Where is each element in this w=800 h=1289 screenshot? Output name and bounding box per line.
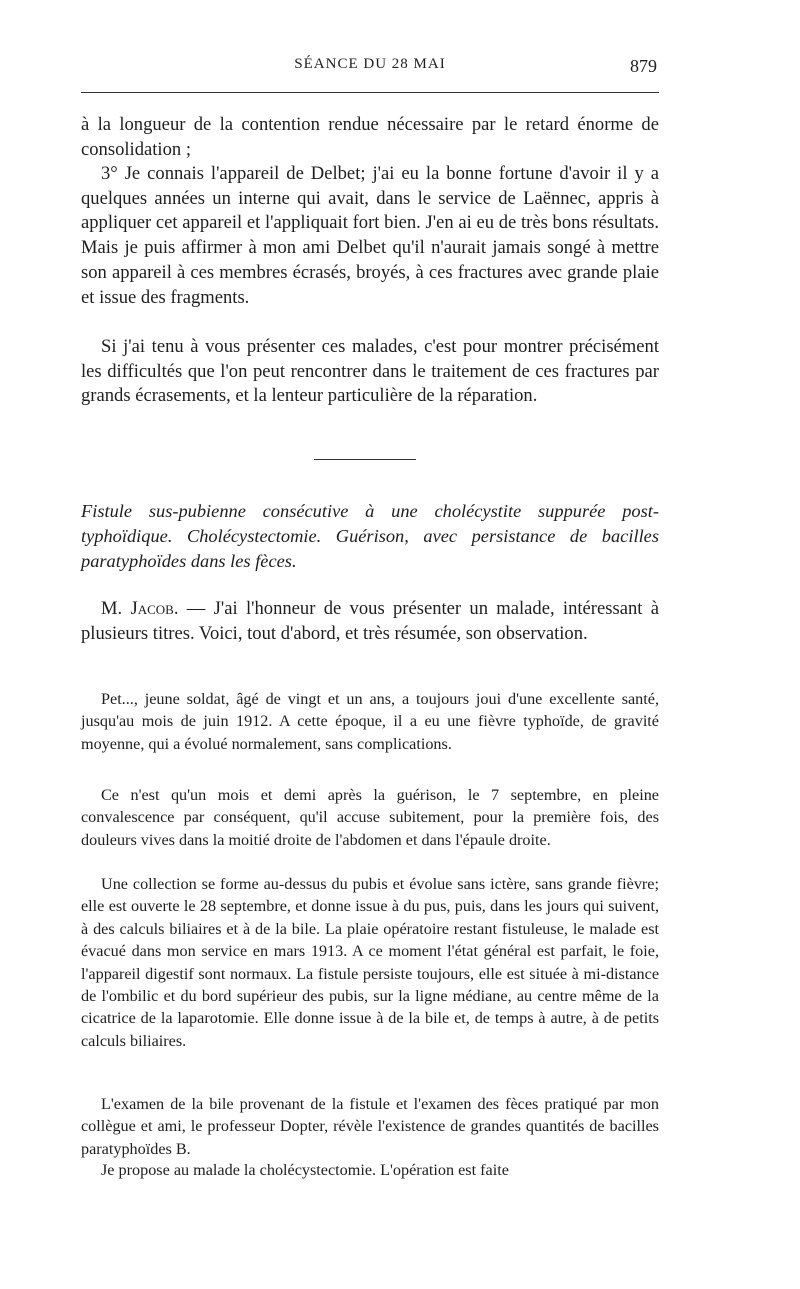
observation-paragraph-1	[81, 688, 659, 755]
paragraph-text: L'examen de la bile provenant de la fistule et l'examen des fèces pratiqué par mon collègue et ami, le professeur Dopter, révèle l'existence de grandes quantités de bacilles paratyphoïdes B.	[81, 1095, 659, 1158]
header-rule	[81, 92, 659, 93]
paragraph-text: Pet..., jeune soldat, âgé de vingt et un ans, a toujours joui d'une excellente santé, jusqu'au mois de juin 1912. A cette époque, il a eu une fièvre typhoïde, de gravité moyenne, qui a évolué normalement, sans complications.	[81, 690, 659, 753]
section-divider	[314, 459, 416, 460]
paragraph-continuation	[81, 113, 659, 162]
observation-paragraph-5	[81, 1159, 659, 1181]
article-title: Fistule sus-pubienne consécutive à une cholécystite suppurée post-typhoïdique. Cholécystectomie. Guérison, avec persistance de bacilles paratyphoïdes dans les fèces.	[81, 501, 659, 571]
speaker-name: M. Jacob.	[101, 598, 179, 619]
running-head	[81, 56, 659, 82]
paragraph-text: Une collection se forme au-dessus du pubis et évolue sans ictère, sans grande fièvre; elle est ouverte le 28 septembre, et donne issue à du pus, puis, dans les jours qui suivent, à des calculs biliaires et à de la bile. La plaie opératoire restant fistuleuse, le malade est évacué dans mon service en mars 1913. A ce moment l'état général est parfait, le foie, l'appareil digestif sont normaux. La fistule persiste toujours, elle est située à mi-distance de l'ombilic et du bord supérieur des pubis, sur la ligne médiane, au centre même de la cicatrice de la laparotomie. Elle donne issue à de la bile et, de temps à autre, à de petits calculs biliaires.	[81, 875, 659, 1050]
paragraph-point-3	[81, 162, 659, 310]
paragraph-conclusion	[81, 335, 659, 409]
paragraph-text: Je propose au malade la cholécystectomie. L'opération est faite	[101, 1161, 509, 1179]
paragraph-text: Si j'ai tenu à vous présenter ces malades, c'est pour montrer précisément les difficultés que l'on peut rencontrer dans le traitement de ces fractures par grands écrasements, et la lenteur particulière de la réparation.	[81, 336, 659, 407]
paragraph-text: 3° Je connais l'appareil de Delbet; j'ai eu la bonne fortune d'avoir il y a quelques années un interne qui avait, dans le service de Laënnec, appris à appliquer cet appareil et l'appliquait fort bien. J'en ai eu de très bons résultats. Mais je puis affirmer à mon ami Delbet qu'il n'aurait jamais songé à mettre son appareil à ces membres écrasés, broyés, à ces fractures avec grande plaie et issue des fragments.	[81, 163, 659, 308]
observation-paragraph-3	[81, 873, 659, 1052]
document-page	[81, 0, 659, 1289]
paragraph-intro	[81, 597, 659, 646]
observation-paragraph-4	[81, 1093, 659, 1160]
page-number: 879	[630, 56, 657, 76]
paragraph-text: à la longueur de la contention rendue nécessaire par le retard énorme de consolidation ;	[81, 114, 659, 160]
observation-paragraph-2	[81, 784, 659, 851]
paragraph-text: Ce n'est qu'un mois et demi après la guérison, le 7 septembre, en pleine convalescence par conséquent, qu'il accuse subitement, pour la première fois, des douleurs vives dans la moitié droite de l'abdomen et dans l'épaule droite.	[81, 786, 659, 849]
running-title: SÉANCE DU 28 MAI	[294, 56, 446, 72]
paragraph-text: — J'ai l'honneur de vous présenter un malade, intéressant à plusieurs titres. Voici, tout d'abord, et très résumée, son observation.	[81, 598, 659, 644]
